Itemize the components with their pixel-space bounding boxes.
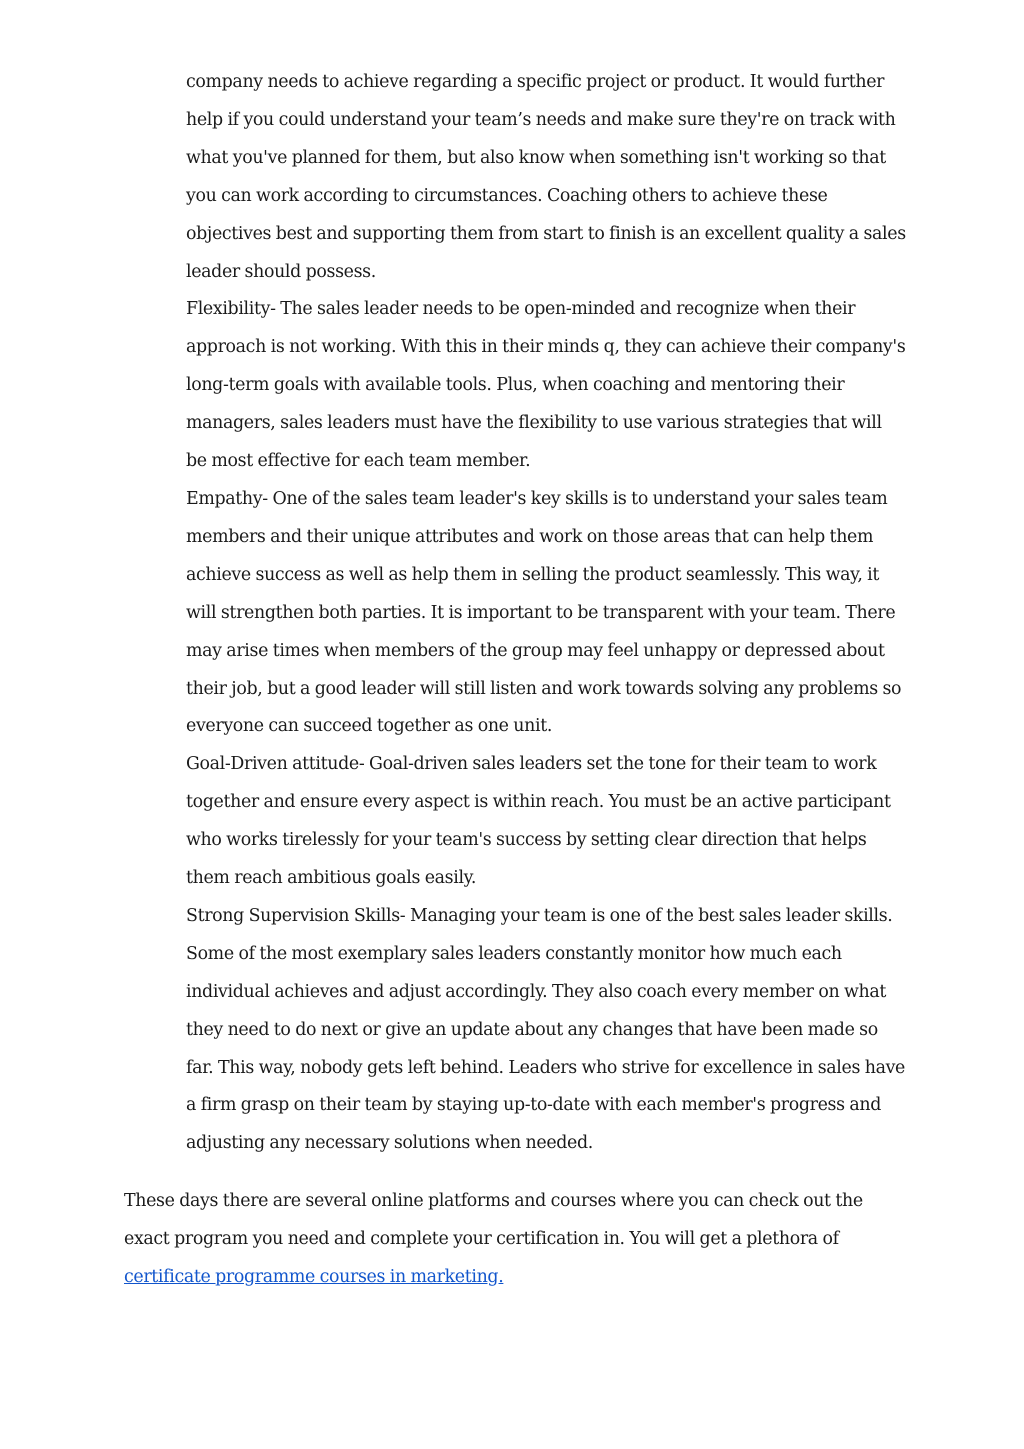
sales-leader-skills-list <box>186 64 906 1163</box>
paragraph-flexibility: Flexibility- The sales leader needs to be open-minded and recognize when their approach is not working. With this in their minds q, they can achieve their company's long-term goals with available tools. Plus, when coaching and mentoring their managers, sales leaders must have the flexibility to use various strategies that will be most effective for each team member. <box>186 299 906 472</box>
paragraph-coaching: company needs to achieve regarding a specific project or product. It would further help if you could understand your team’s needs and make sure they're on track with what you've planned for them, but also know when something isn't working so that you can work according to circumstances. Coaching others to achieve these objectives best and supporting them from start to finish is an excellent quality a sales leader should possess. <box>186 72 906 282</box>
certificate-courses-link[interactable]: certificate programme courses in marketing. <box>124 1266 504 1287</box>
paragraph-goal-driven: Goal-Driven attitude- Goal-driven sales leaders set the tone for their team to work together and ensure every aspect is within reach. You must be an active participant who works tirelessly for your team's success by setting clear direction that helps them reach ambitious goals easily. <box>186 754 891 889</box>
paragraph-supervision: Strong Supervision Skills- Managing your team is one of the best sales leader skills. Some of the most exemplary sales leaders constantly monitor how much each individual achieves and adjust accordingly. They also coach every member on what they need to do next or give an update about any changes that have been made so far. This way, nobody gets left behind. Leaders who strive for excellence in sales have a firm grasp on their team by staying up-to-date with each member's progress and adjusting any necessary solutions when needed. <box>186 905 905 1154</box>
closing-paragraph <box>124 1183 904 1297</box>
closing-text: These days there are several online platforms and courses where you can check out the exact program you need and complete your certification in. You will get a plethora of <box>124 1191 863 1249</box>
paragraph-empathy: Empathy- One of the sales team leader's key skills is to understand your sales team members and their unique attributes and work on those areas that can help them achieve success as well as help them in selling the product seamlessly. This way, it will strengthen both parties. It is important to be transparent with your team. There may arise times when members of the group may feel unhappy or depressed about their job, but a good leader will still listen and work towards solving any problems so everyone can succeed together as one unit. <box>186 488 902 737</box>
